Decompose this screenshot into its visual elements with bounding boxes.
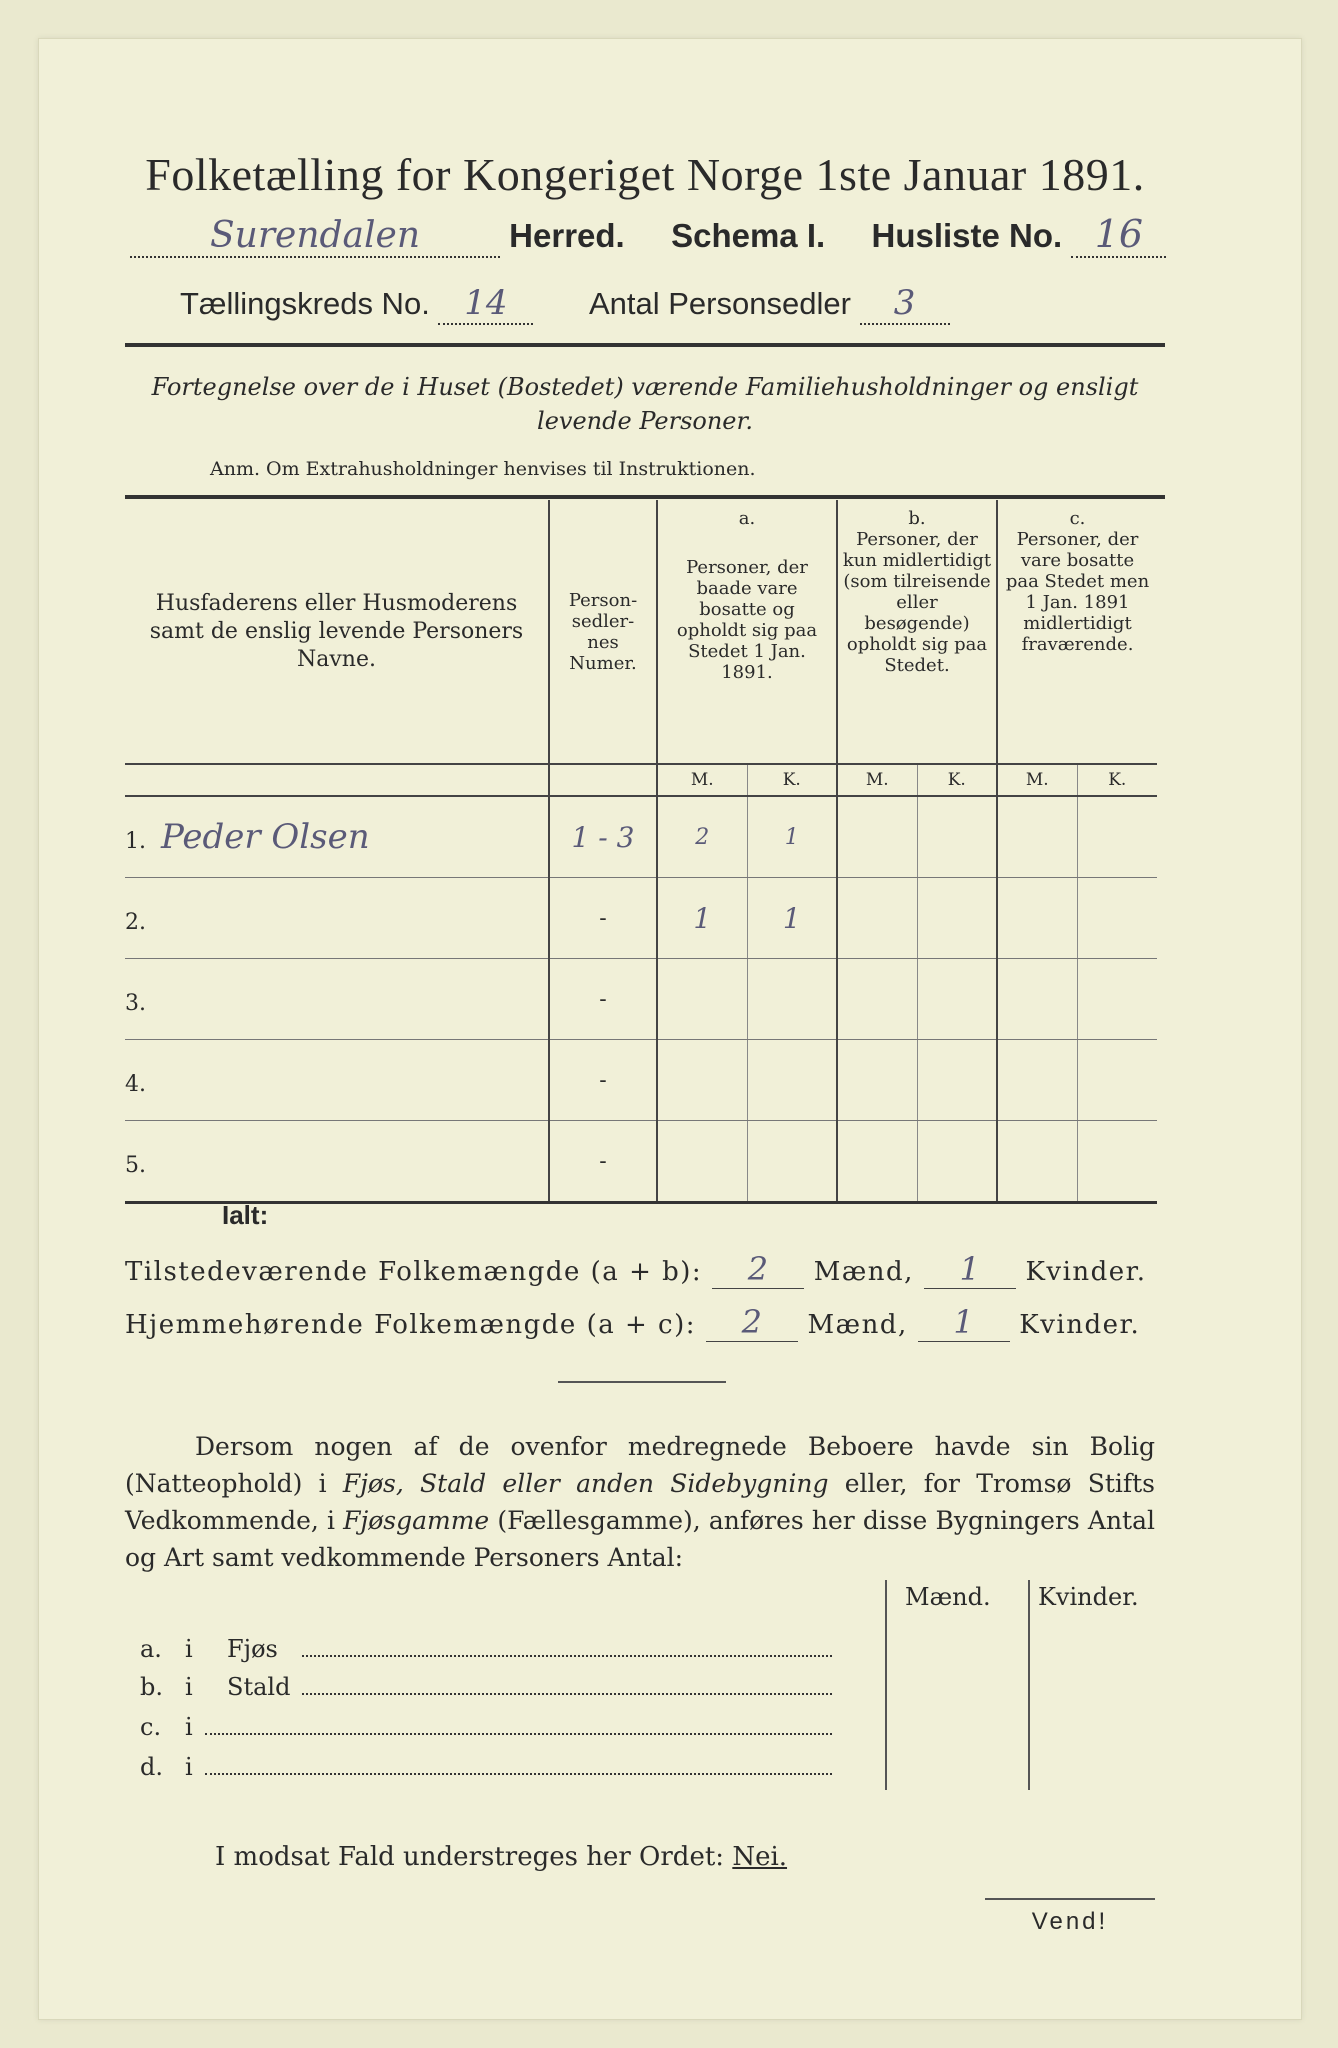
separator-line bbox=[558, 1381, 726, 1383]
row-number: 3. bbox=[125, 991, 146, 1016]
building-row-c bbox=[140, 1713, 875, 1741]
kreds-label: Tællingskreds No. bbox=[180, 286, 430, 321]
tilstede-maend-value: 2 bbox=[712, 1250, 804, 1289]
c-m-value bbox=[997, 796, 1077, 878]
c-k-value bbox=[1077, 878, 1157, 959]
row-number: 1. bbox=[125, 829, 146, 854]
herred-value: Surendalen bbox=[209, 215, 421, 256]
gender-header-row bbox=[125, 764, 1157, 796]
anm-note: Anm. Om Extrahusholdninger henvises til Instruktionen. bbox=[210, 458, 756, 480]
form-title: Folketælling for Kongeriget Norge 1ste Januar 1891. bbox=[145, 149, 1145, 200]
building-letter: c. bbox=[140, 1713, 162, 1741]
personsedel-numbers: - bbox=[549, 959, 657, 1040]
hjemme-label: Hjemmehørende Folkemængde (a + c): bbox=[125, 1310, 696, 1340]
row-number: 5. bbox=[125, 1153, 146, 1178]
col-b-k: K. bbox=[917, 764, 997, 796]
intro-line-2: levende Personer. bbox=[537, 407, 753, 435]
husliste-label: Husliste No. bbox=[871, 217, 1063, 254]
person-name: Peder Olsen bbox=[161, 817, 370, 857]
husliste-field bbox=[1071, 212, 1166, 258]
herred-label: Herred. bbox=[509, 217, 625, 254]
building-i: i bbox=[185, 1713, 193, 1741]
mk-blank-1 bbox=[125, 764, 549, 796]
col-name-text: Husfaderens eller Husmoderens samt de enslig levende Personers Navne. bbox=[149, 590, 524, 672]
a-m-value bbox=[657, 959, 747, 1040]
col-b-header bbox=[837, 500, 997, 764]
c-k-value bbox=[1077, 1121, 1157, 1203]
column-divider-2 bbox=[1028, 1580, 1030, 1790]
personsedel-numbers: 1 - 3 bbox=[549, 796, 657, 878]
table-row bbox=[125, 959, 1157, 1040]
hjemme-maend-value: 2 bbox=[706, 1303, 798, 1342]
col-num-text: Person-sedler-nes Numer. bbox=[568, 589, 638, 674]
building-dots bbox=[302, 1655, 832, 1657]
intro-line-1: Fortegnelse over de i Huset (Bostedet) værende Familiehusholdninger og ensligt bbox=[151, 373, 1139, 401]
buildings-kvinder-header: Kvinder. bbox=[1038, 1583, 1139, 1611]
building-name: Fjøs bbox=[227, 1635, 278, 1663]
building-dots bbox=[205, 1773, 832, 1775]
nei-word: Nei. bbox=[732, 1842, 788, 1872]
personsedler-field bbox=[860, 283, 950, 325]
c-k-value bbox=[1077, 1040, 1157, 1121]
table-header-row bbox=[125, 500, 1157, 764]
col-b-text: Personer, der kun midlertidigt (som tilreisende eller besøgende) opholdt sig paa Stedet. bbox=[842, 529, 992, 676]
kvinder-label: Kvinder. bbox=[1025, 1257, 1147, 1287]
table-row bbox=[125, 878, 1157, 959]
outbuilding-paragraph bbox=[125, 1428, 1155, 1576]
b-m-value bbox=[837, 878, 917, 959]
a-k-value bbox=[747, 1121, 837, 1203]
herred-field bbox=[130, 215, 500, 258]
col-name-header bbox=[125, 500, 549, 764]
b-m-value bbox=[837, 796, 917, 878]
building-row-b bbox=[140, 1673, 875, 1701]
col-b-m: M. bbox=[837, 764, 917, 796]
hjemme-kvinder-value: 1 bbox=[918, 1303, 1010, 1342]
c-m-value bbox=[997, 878, 1077, 959]
b-m-value bbox=[837, 959, 917, 1040]
column-divider-1 bbox=[885, 1580, 887, 1790]
a-k-value: 1 bbox=[747, 878, 837, 959]
a-m-value: 2 bbox=[657, 796, 747, 878]
b-k-value bbox=[917, 959, 997, 1040]
row-name-cell bbox=[125, 1121, 549, 1203]
c-m-value bbox=[997, 1121, 1077, 1203]
table-row bbox=[125, 1040, 1157, 1121]
para-em-2: Fjøsgamme bbox=[343, 1506, 490, 1535]
nei-line bbox=[215, 1842, 787, 1872]
building-i: i bbox=[185, 1753, 193, 1781]
col-a-k: K. bbox=[747, 764, 837, 796]
nei-prefix: I modsat Fald understreges her Ordet: bbox=[215, 1842, 733, 1872]
a-m-value bbox=[657, 1121, 747, 1203]
para-part-2: eller, for Tromsø Stifts Vedkommende, i bbox=[125, 1469, 1155, 1535]
row-number: 4. bbox=[125, 1072, 146, 1097]
table-row bbox=[125, 796, 1157, 878]
building-letter: a. bbox=[140, 1635, 162, 1663]
buildings-maend-header: Mænd. bbox=[905, 1583, 991, 1611]
building-row-d bbox=[140, 1753, 875, 1781]
building-letter: d. bbox=[140, 1753, 163, 1781]
b-k-value bbox=[917, 1040, 997, 1121]
col-a-m: M. bbox=[657, 764, 747, 796]
header-line-herred bbox=[130, 212, 1170, 262]
col-c-m: M. bbox=[997, 764, 1077, 796]
a-k-value bbox=[747, 959, 837, 1040]
schema-label: Schema I. bbox=[671, 217, 826, 254]
header-line-kreds bbox=[180, 283, 1100, 333]
a-k-value bbox=[747, 1040, 837, 1121]
col-c-text: Personer, der vare bosatte paa Stedet men 1 Jan. 1891 midlertidigt fraværende. bbox=[1005, 529, 1150, 655]
para-em-1: Fjøs, Stald eller anden Sidebygning bbox=[342, 1469, 829, 1498]
col-num-header bbox=[549, 500, 657, 764]
building-dots bbox=[302, 1693, 832, 1695]
personsedel-numbers: - bbox=[549, 878, 657, 959]
intro-text bbox=[120, 370, 1170, 438]
a-m-value bbox=[657, 1040, 747, 1121]
b-m-value bbox=[837, 1040, 917, 1121]
building-i: i bbox=[185, 1635, 193, 1663]
col-a-letter: a. bbox=[738, 508, 756, 529]
header-rule bbox=[125, 343, 1165, 347]
table-row bbox=[125, 1121, 1157, 1203]
b-k-value bbox=[917, 1121, 997, 1203]
c-m-value bbox=[997, 959, 1077, 1040]
b-k-value bbox=[917, 796, 997, 878]
tilstede-line bbox=[125, 1250, 1165, 1289]
col-c-k: K. bbox=[1077, 764, 1157, 796]
row-name-cell bbox=[125, 1040, 549, 1121]
row-number: 2. bbox=[125, 910, 146, 935]
husliste-value: 16 bbox=[1094, 212, 1144, 256]
maend-label: Mænd, bbox=[813, 1257, 914, 1287]
maend-label: Mænd, bbox=[807, 1310, 908, 1340]
c-m-value bbox=[997, 1040, 1077, 1121]
a-k-value: 1 bbox=[747, 796, 837, 878]
col-c-letter: c. bbox=[1069, 508, 1086, 529]
personsedler-value: 3 bbox=[893, 283, 916, 323]
tilstede-kvinder-value: 1 bbox=[924, 1250, 1016, 1289]
household-table bbox=[125, 500, 1157, 1204]
vend-label: Vend! bbox=[985, 1898, 1155, 1936]
building-row-a bbox=[140, 1635, 875, 1663]
building-i: i bbox=[185, 1673, 193, 1701]
tilstede-label: Tilstedeværende Folkemængde (a + b): bbox=[125, 1257, 703, 1287]
personsedel-numbers: - bbox=[549, 1040, 657, 1121]
kvinder-label: Kvinder. bbox=[1019, 1310, 1141, 1340]
mk-blank-2 bbox=[549, 764, 657, 796]
b-m-value bbox=[837, 1121, 917, 1203]
c-k-value bbox=[1077, 796, 1157, 878]
col-a-header bbox=[657, 500, 837, 764]
table-top-rule bbox=[125, 495, 1165, 499]
ialt-label: Ialt: bbox=[222, 1200, 269, 1230]
para-part-1: Dersom nogen af de ovenfor medregnede Beboere havde sin Bolig (Natteophold) i bbox=[125, 1432, 1155, 1498]
a-m-value: 1 bbox=[657, 878, 747, 959]
personsedler-label: Antal Personsedler bbox=[588, 286, 851, 321]
personsedel-numbers: - bbox=[549, 1121, 657, 1203]
hjemme-line bbox=[125, 1303, 1165, 1342]
row-name-cell bbox=[125, 796, 549, 878]
col-b-letter: b. bbox=[908, 508, 926, 529]
building-dots bbox=[205, 1733, 832, 1735]
row-name-cell bbox=[125, 959, 549, 1040]
col-a-text: Personer, der baade vare bosatte og opholdt sig paa Stedet 1 Jan. 1891. bbox=[676, 557, 818, 683]
kreds-value: 14 bbox=[464, 283, 508, 323]
building-letter: b. bbox=[140, 1673, 163, 1701]
kreds-field bbox=[438, 283, 533, 325]
b-k-value bbox=[917, 878, 997, 959]
c-k-value bbox=[1077, 959, 1157, 1040]
building-name: Stald bbox=[227, 1673, 291, 1701]
col-c-header bbox=[997, 500, 1157, 764]
row-name-cell bbox=[125, 878, 549, 959]
para-part-3: (Fællesgamme), anføres her disse Bygningers Antal og Art samt vedkommende Personers Antal: bbox=[125, 1506, 1155, 1572]
